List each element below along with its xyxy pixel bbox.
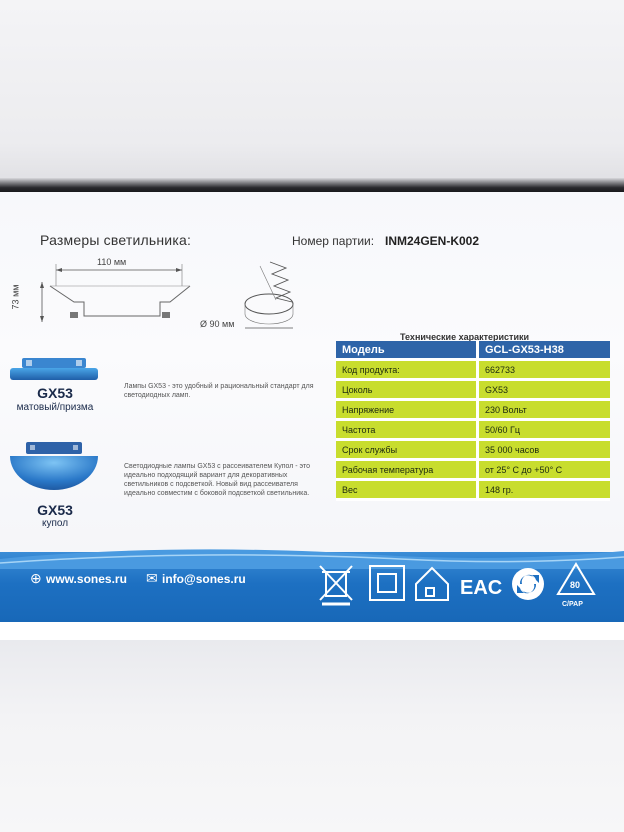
globe-icon: ⊕ (30, 570, 42, 586)
lamp2-variant: купол (41, 518, 69, 529)
diameter-dimension-label: Ø 90 мм (200, 319, 235, 329)
spec-key: Частота (336, 420, 478, 440)
fixture-dimension-drawing (14, 252, 314, 332)
specs-header-key: Модель (336, 341, 478, 360)
table-row (336, 480, 610, 500)
spec-value: 230 Вольт (485, 404, 527, 415)
envelope-icon: ✉ (146, 570, 158, 586)
table-row (336, 360, 610, 380)
table-row (336, 420, 610, 440)
eac-mark: EAC (460, 577, 503, 599)
specs-header-value: GCL-GX53-H38 (485, 343, 564, 356)
lamp1-variant: матовый/призма (16, 402, 94, 413)
batch-number: INM24GEN-K002 (385, 234, 480, 248)
spec-key: Рабочая температура (336, 460, 478, 480)
specs-title: Технические характеристики (400, 332, 530, 342)
height-dimension-label: 73 мм (10, 284, 21, 310)
gx53-matte-lamp-icon (8, 356, 100, 384)
lamp1-description: Лампы GX53 - это удобный и рациональный стандарт для светодиодных ламп. (124, 383, 314, 399)
table-row (336, 400, 610, 420)
spec-key: Код продукта: (336, 360, 478, 380)
lamp1-name: GX53 (37, 385, 73, 401)
certification-marks (318, 558, 618, 618)
class-two-insulation-icon (370, 566, 404, 600)
table-row (336, 380, 610, 400)
width-dimension-label: 110 мм (97, 257, 127, 267)
indoor-use-house-icon (416, 568, 448, 600)
spec-value: 50/60 Гц (485, 424, 521, 435)
lamp2-name: GX53 (37, 502, 73, 518)
dimensions-title: Размеры светильника: (40, 232, 192, 248)
lamp2-description: Светодиодные лампы GX53 с рассеивателем Купол - это идеально подходящий вариант для декоративных светильников с подсветкой. Новый вид рассеивателя идеально совместим с боковой подсветкой светильника. (124, 463, 310, 497)
spec-key: Срок службы (336, 440, 478, 460)
box-top-surface (0, 0, 624, 190)
recycle-material: C/PAP (562, 601, 583, 608)
spec-value: 35 000 часов (485, 444, 540, 455)
spec-key: Напряжение (336, 400, 478, 420)
specs-table (336, 341, 610, 501)
specs-header-row (336, 341, 610, 360)
table-row (336, 440, 610, 460)
recycle-code: 80 (570, 580, 581, 590)
spec-key: Цоколь (336, 380, 478, 400)
batch-label: Номер партии: (292, 234, 375, 248)
email-link[interactable]: info@sones.ru (162, 572, 246, 586)
table-row (336, 460, 610, 480)
website-link[interactable]: www.sones.ru (46, 572, 127, 586)
spec-key: Вес (336, 480, 478, 500)
weee-bin-icon (320, 566, 352, 604)
table-surface (0, 640, 624, 832)
spec-value: 662733 (485, 364, 516, 375)
spec-value: GX53 (485, 384, 509, 395)
gx53-dome-lamp-icon (8, 440, 100, 498)
recycle-circle-icon (512, 568, 544, 600)
spec-value: от 25° С до +50° С (485, 464, 563, 475)
spec-value: 148 гр. (485, 484, 514, 495)
